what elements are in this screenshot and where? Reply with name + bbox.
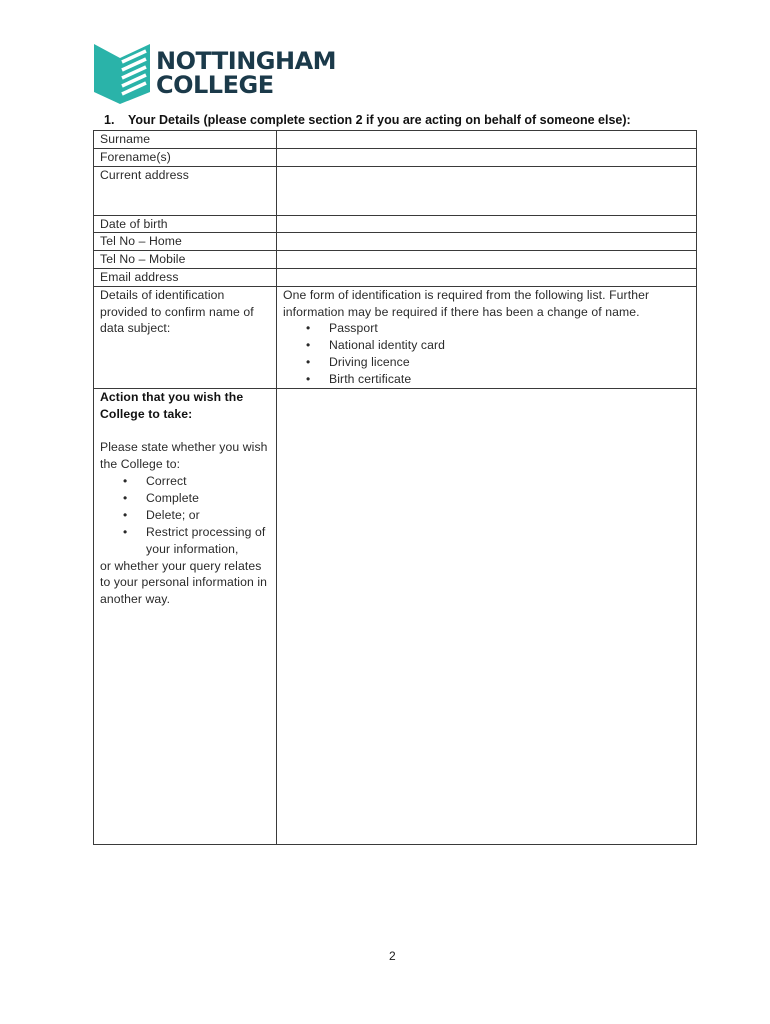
action-label-cell (94, 389, 277, 845)
dob-label: Date of birth (94, 215, 277, 233)
surname-field[interactable] (277, 131, 697, 149)
list-item: • Complete (146, 490, 270, 507)
table-row (94, 148, 697, 166)
action-field[interactable] (277, 389, 697, 845)
list-item: • Driving licence (329, 354, 690, 371)
identification-field[interactable] (277, 286, 697, 389)
section-number: 1. (104, 113, 115, 127)
email-field[interactable] (277, 268, 697, 286)
logo-wordmark (156, 49, 336, 97)
table-row (94, 251, 697, 269)
table-row (94, 166, 697, 215)
surname-label: Surname (94, 131, 277, 149)
book-icon (92, 42, 152, 106)
tel-mobile-field[interactable] (277, 251, 697, 269)
logo-line-2: COLLEGE (156, 71, 274, 99)
section-title: Your Details (please complete section 2 if you are acting on behalf of someone else): (128, 113, 631, 127)
forenames-label: Forename(s) (94, 148, 277, 166)
list-item: • Correct (146, 473, 270, 490)
tel-mobile-label: Tel No – Mobile (94, 251, 277, 269)
list-item: • Birth certificate (329, 371, 690, 388)
tel-home-label: Tel No – Home (94, 233, 277, 251)
action-heading: Action that you wish the College to take: (100, 390, 244, 422)
table-row (94, 286, 697, 389)
dob-field[interactable] (277, 215, 697, 233)
identification-list (283, 320, 690, 388)
table-row (94, 233, 697, 251)
logo-line-1: NOTTINGHAM (156, 47, 337, 75)
list-item: • Restrict processing of your information, (146, 524, 270, 558)
list-item: • Delete; or (146, 507, 270, 524)
action-tail: or whether your query relates to your personal information in another way. (100, 558, 268, 607)
action-prompt: Please state whether you wish the College to: (100, 439, 268, 471)
action-list (100, 473, 270, 558)
identification-label: Details of identification provided to confirm name of data subject: (94, 286, 277, 389)
table-row (94, 215, 697, 233)
address-label: Current address (94, 166, 277, 215)
identification-intro: One form of identification is required from the following list. Further information may be required if there has been a change of name. (283, 287, 650, 319)
list-item: • National identity card (329, 337, 690, 354)
table-row (94, 131, 697, 149)
tel-home-field[interactable] (277, 233, 697, 251)
table-row (94, 389, 697, 845)
list-item: • Passport (329, 320, 690, 337)
address-field[interactable] (277, 166, 697, 215)
email-label: Email address (94, 268, 277, 286)
section-heading (104, 113, 631, 127)
forenames-field[interactable] (277, 148, 697, 166)
page-number: 2 (389, 949, 396, 963)
college-logo (92, 42, 337, 106)
details-table (93, 130, 697, 845)
table-row (94, 268, 697, 286)
